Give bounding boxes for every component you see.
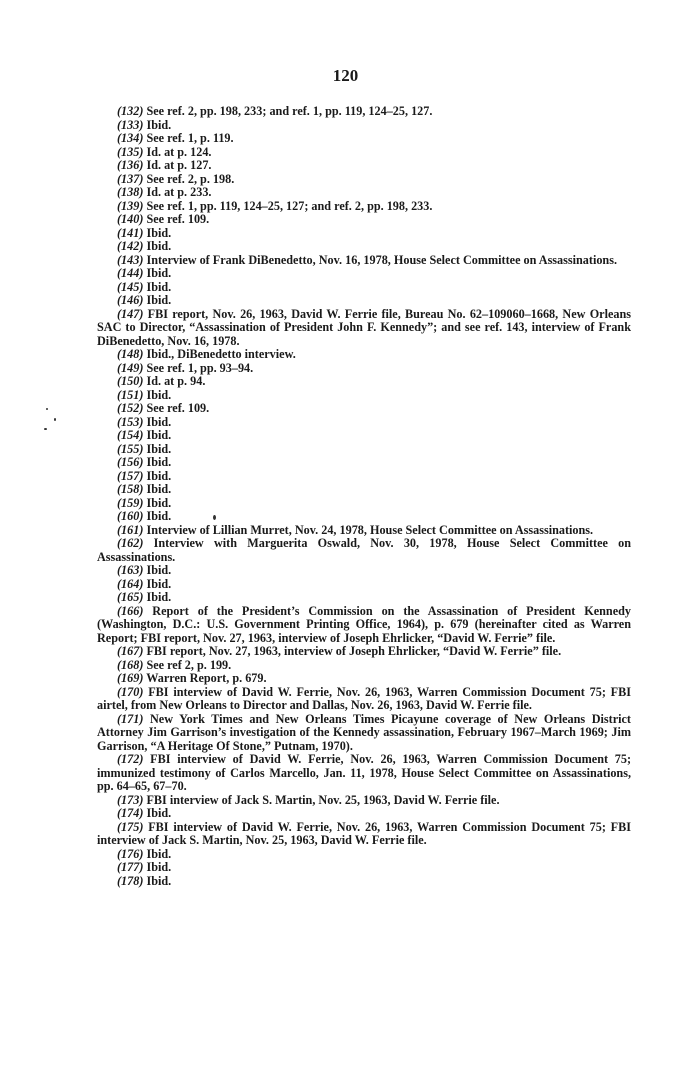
footnote-text: Ibid.	[146, 495, 172, 510]
footnote-159	[97, 497, 631, 511]
footnote-text: Id. at p. 124.	[146, 144, 212, 159]
footnote-text: Ibid.	[146, 806, 172, 820]
footnote-text: Ibid.	[146, 414, 172, 429]
footnote-144	[97, 267, 631, 281]
footnote-171	[97, 713, 631, 754]
footnote-175	[97, 821, 631, 848]
footnote-135	[97, 146, 631, 160]
footnote-number: (132)	[117, 104, 144, 118]
footnote-text: Interview of Lillian Murret, Nov. 24, 1978, House Select Committee on Assassinations.	[146, 522, 594, 537]
footnote-text: FBI report, Nov. 27, 1963, interview of Joseph Ehrlicker, “David W. Ferrie” file.	[146, 644, 562, 658]
footnote-text: Ibid.	[146, 860, 172, 874]
footnote-150	[97, 375, 631, 389]
footnote-141	[97, 227, 631, 241]
footnote-text: Interview of Frank DiBenedetto, Nov. 16, 1978, House Select Committee on Assassinations.	[146, 252, 617, 267]
footnote-number: (150)	[117, 374, 144, 388]
footnote-number: (178)	[117, 873, 144, 888]
footnote-number: (160)	[117, 509, 144, 523]
footnote-text: Ibid.	[146, 293, 172, 307]
footnote-text: Report of the President’s Commission on the Assassination of President Kennedy (Washington, D.C.: U.S. Government Printing Office, 1964), p. 679 (hereinafter cited as Warren Report; FBI report, Nov. 27, 1963, interview of Joseph Ehrlicker, “David W. Ferrie” file.	[97, 603, 631, 645]
footnote-text: Ibid.	[146, 455, 172, 469]
footnote-157	[97, 470, 631, 484]
footnote-text: Warren Report, p. 679.	[146, 671, 267, 685]
footnote-number: (147)	[117, 306, 144, 321]
footnote-number: (169)	[117, 671, 144, 685]
footnote-165	[97, 591, 631, 605]
footnote-text: Ibid., DiBenedetto interview.	[146, 347, 296, 361]
footnote-166	[97, 605, 631, 646]
footnote-number: (164)	[117, 576, 144, 591]
footnote-140	[97, 213, 631, 227]
footnote-149	[97, 362, 631, 376]
footnote-number: (151)	[117, 387, 144, 402]
footnote-number: (154)	[117, 428, 144, 442]
footnote-number: (152)	[117, 401, 144, 415]
footnote-text: See ref 2, p. 199.	[146, 657, 232, 672]
footnote-text: Ibid.	[146, 225, 172, 240]
footnote-text: Ibid.	[146, 563, 172, 577]
footnote-number: (134)	[117, 131, 144, 145]
footnote-168	[97, 659, 631, 673]
footnote-146	[97, 294, 631, 308]
footnote-148	[97, 348, 631, 362]
footnote-number: (141)	[117, 225, 144, 240]
footnote-text: Ibid.	[146, 482, 172, 496]
footnote-number: (137)	[117, 171, 144, 186]
footnote-154	[97, 429, 631, 443]
footnote-text: FBI interview of David W. Ferrie, Nov. 26, 1963, Warren Commission Document 75; immunized testimony of Carlos Marcello, Jan. 11, 1978, House Select Committee on Assassinations, pp. 64–65, 67–70.	[97, 752, 632, 793]
footnote-text: New York Times and New Orleans Times Picayune coverage of New Orleans District Attorney Jim Garrison’s investigation of the Kennedy assassination, February 1967–March 1969; Jim Garrison, “A Heritage Of Stone,” Putnam, 1970).	[97, 711, 631, 753]
footnote-text: Interview with Marguerita Oswald, Nov. 30, 1978, House Select Committee on Assassinations.	[97, 536, 632, 564]
footnote-170	[97, 686, 631, 713]
footnote-number: (173)	[117, 792, 144, 807]
footnote-134	[97, 132, 631, 146]
footnote-number: (156)	[117, 455, 144, 469]
footnote-text: See ref. 2, pp. 198, 233; and ref. 1, pp. 119, 124–25, 127.	[146, 104, 433, 118]
footnote-text: Ibid.	[146, 279, 172, 294]
scan-speck	[46, 408, 48, 410]
footnote-number: (155)	[117, 441, 144, 456]
footnote-text: FBI report, Nov. 26, 1963, David W. Ferrie file, Bureau No. 62–109060–1668, New Orleans SAC to Director, “Assassination of President John F. Kennedy”; and see ref. 143, interview of Frank DiBenedetto, Nov. 16, 1978.	[97, 306, 631, 348]
footnote-number: (149)	[117, 360, 144, 375]
footnote-number: (174)	[117, 806, 144, 820]
scan-speck	[44, 428, 47, 430]
footnote-167	[97, 645, 631, 659]
footnote-151	[97, 389, 631, 403]
footnote-text: See ref. 2, p. 198.	[146, 171, 235, 186]
footnote-172	[97, 753, 631, 794]
footnote-text: FBI interview of David W. Ferrie, Nov. 26, 1963, Warren Commission Document 75; FBI interview of Jack S. Martin, Nov. 25, 1963, David W. Ferrie file.	[97, 819, 631, 847]
footnote-152	[97, 402, 631, 416]
footnote-161	[97, 524, 631, 538]
footnote-number: (135)	[117, 144, 144, 159]
footnote-number: (161)	[117, 522, 144, 537]
footnote-number: (170)	[117, 684, 144, 699]
footnote-text: Ibid.	[146, 387, 172, 402]
footnote-text: Ibid.	[146, 576, 172, 591]
footnote-text: Ibid.	[146, 509, 172, 523]
footnote-153	[97, 416, 631, 430]
footnote-138	[97, 186, 631, 200]
footnote-139	[97, 200, 631, 214]
footnote-158	[97, 483, 631, 497]
footnote-text: See ref. 109.	[146, 212, 210, 226]
footnote-number: (167)	[117, 644, 144, 658]
footnote-164	[97, 578, 631, 592]
footnote-178	[97, 875, 631, 889]
footnote-number: (138)	[117, 185, 144, 199]
footnote-number: (133)	[117, 117, 144, 132]
footnote-number: (166)	[117, 603, 144, 618]
footnote-text: Id. at p. 94.	[146, 374, 206, 388]
footnote-text: Ibid.	[146, 266, 172, 280]
footnote-142	[97, 240, 631, 254]
footnote-169	[97, 672, 631, 686]
footnote-text: See ref. 109.	[146, 401, 210, 415]
footnote-173	[97, 794, 631, 808]
footnote-number: (163)	[117, 563, 144, 577]
footnote-number: (143)	[117, 252, 144, 267]
footnote-number: (172)	[117, 752, 144, 766]
footnote-number: (148)	[117, 347, 144, 361]
footnote-number: (165)	[117, 590, 144, 604]
footnote-156	[97, 456, 631, 470]
footnote-147	[97, 308, 631, 349]
footnote-number: (162)	[117, 536, 144, 550]
footnote-number: (171)	[117, 711, 144, 726]
footnote-text: Ibid.	[146, 441, 172, 456]
footnote-number: (145)	[117, 279, 144, 294]
footnote-number: (177)	[117, 860, 144, 874]
footnote-162	[97, 537, 631, 564]
footnote-145	[97, 281, 631, 295]
footnote-text: Ibid.	[146, 239, 172, 253]
footnote-number: (158)	[117, 482, 144, 496]
footnotes-list	[97, 105, 631, 888]
footnote-text: See ref. 1, p. 119.	[146, 131, 234, 145]
page-number: 120	[332, 66, 359, 85]
footnote-136	[97, 159, 631, 173]
footnote-number: (140)	[117, 212, 144, 226]
footnote-text: Ibid.	[146, 873, 172, 888]
footnote-text: Ibid.	[146, 590, 172, 604]
footnote-155	[97, 443, 631, 457]
footnote-number: (157)	[117, 468, 144, 483]
footnote-text: See ref. 1, pp. 93–94.	[146, 360, 254, 375]
footnote-143	[97, 254, 631, 268]
footnote-number: (139)	[117, 198, 144, 213]
footnote-number: (153)	[117, 414, 144, 429]
footnote-number: (136)	[117, 158, 144, 172]
scan-speck	[54, 418, 56, 421]
scan-speck	[213, 515, 216, 520]
footnote-text: FBI interview of Jack S. Martin, Nov. 25, 1963, David W. Ferrie file.	[146, 792, 500, 807]
footnote-174	[97, 807, 631, 821]
footnote-number: (168)	[117, 657, 144, 672]
footnote-text: See ref. 1, pp. 119, 124–25, 127; and ref. 2, pp. 198, 233.	[146, 198, 433, 213]
footnote-number: (176)	[117, 846, 144, 861]
footnote-176	[97, 848, 631, 862]
footnote-text: Ibid.	[146, 428, 172, 442]
footnote-text: Ibid.	[146, 846, 172, 861]
footnote-text: Ibid.	[146, 468, 172, 483]
footnote-number: (146)	[117, 293, 144, 307]
footnote-160	[97, 510, 631, 524]
footnote-177	[97, 861, 631, 875]
footnote-text: Id. at p. 233.	[146, 185, 212, 199]
footnote-number: (175)	[117, 819, 144, 834]
footnote-132	[97, 105, 631, 119]
footnote-text: Id. at p. 127.	[146, 158, 212, 172]
footnote-number: (144)	[117, 266, 144, 280]
footnote-137	[97, 173, 631, 187]
footnote-163	[97, 564, 631, 578]
footnote-number: (159)	[117, 495, 144, 510]
footnote-133	[97, 119, 631, 133]
footnote-text: FBI interview of David W. Ferrie, Nov. 26, 1963, Warren Commission Document 75; FBI airtel, from New Orleans to Director and Dallas, Nov. 26, 1963, David W. Ferrie file.	[97, 684, 631, 712]
footnote-number: (142)	[117, 239, 144, 253]
footnote-text: Ibid.	[146, 117, 172, 132]
